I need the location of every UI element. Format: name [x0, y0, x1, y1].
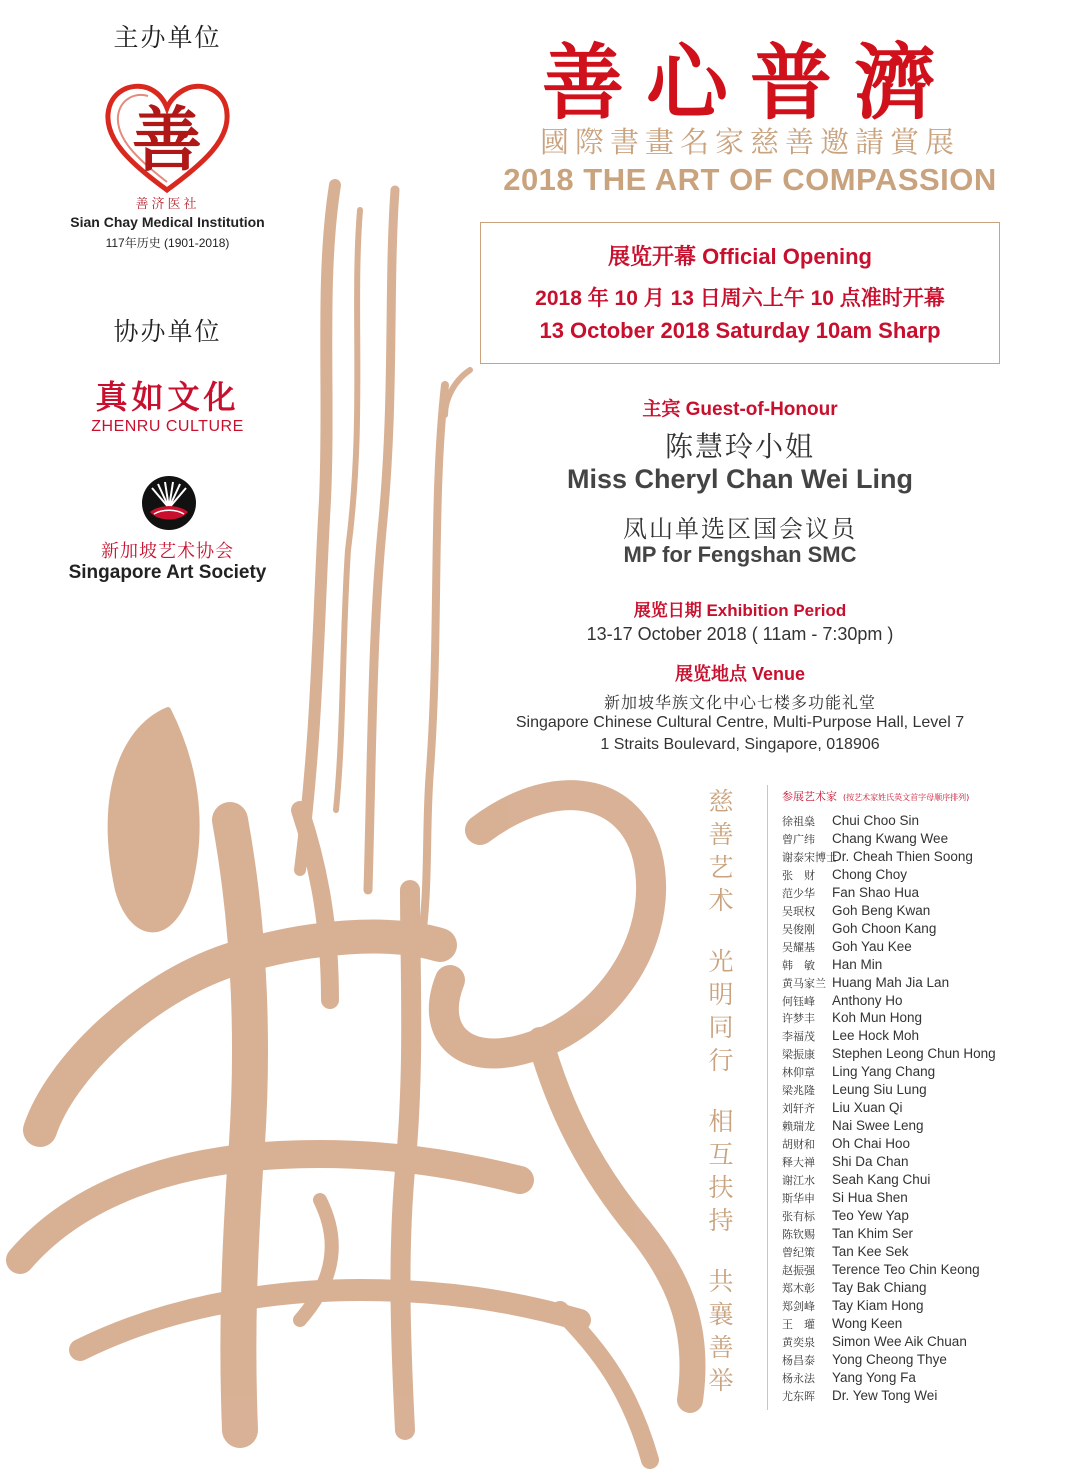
venue-label: 展览地点 Venue: [674, 664, 806, 684]
artist-row: [782, 1135, 1072, 1153]
artist-row: [782, 1225, 1072, 1243]
artist-row: [782, 974, 1072, 992]
venue-cn: 新加坡华族文化中心七楼多功能礼堂: [603, 693, 876, 712]
artist-name-en: Fan Shao Hua: [832, 884, 920, 900]
artist-row: [782, 1369, 1072, 1387]
artist-name-en: Chang Kwang Wee: [832, 830, 949, 846]
artist-name-en: Yang Yong Fa: [832, 1369, 916, 1385]
period-value: 13-17 October 2018 ( 11am - 7:30pm ): [586, 624, 894, 644]
artists-list: [782, 812, 1072, 1404]
artist-name-cn: 张 财: [782, 868, 815, 882]
artist-row: [782, 1387, 1072, 1405]
artist-name-cn: 韩 敏: [782, 958, 815, 972]
artist-name-cn: 杨昌泰: [782, 1353, 815, 1367]
zhenru-name-en: ZHENRU CULTURE: [91, 418, 244, 435]
artist-name-en: Shi Da Chan: [832, 1154, 909, 1170]
artist-name-en: Han Min: [832, 956, 883, 972]
artist-row: [782, 1117, 1072, 1135]
opening-title: 展览开幕 Official Opening: [607, 244, 872, 269]
slogan-column: [700, 785, 742, 1397]
artist-name-en: Seah Kang Chui: [832, 1172, 931, 1188]
artist-name-en: Nai Swee Leng: [832, 1118, 924, 1134]
coorganizer-label: 协办单位: [113, 317, 222, 346]
guest-title-cn: 凤山单选区国会议员: [623, 515, 857, 543]
artist-row: [782, 1261, 1072, 1279]
guest-name-cn: 陈慧玲小姐: [664, 430, 815, 463]
slogan-phrase: [700, 785, 742, 917]
slogan-char: 行: [708, 1046, 734, 1075]
subtitle-en: 2018 THE ART OF COMPASSION: [503, 162, 997, 197]
artist-name-cn: 斯华申: [782, 1192, 815, 1206]
slogan-char: 艺: [708, 853, 734, 882]
artist-name-cn: 梁振康: [782, 1048, 815, 1062]
slogan-char: 善: [708, 1333, 734, 1362]
artist-name-en: Liu Xuan Qi: [832, 1100, 903, 1116]
subtitle-cn: 國際書畫名家慈善邀請賞展: [539, 125, 960, 159]
artist-name-cn: 吴耀基: [782, 940, 815, 954]
slogan-gap: [700, 1077, 742, 1105]
artist-name-cn: 郑木彰: [782, 1281, 815, 1295]
artist-name-en: Oh Chai Hoo: [832, 1136, 911, 1152]
artist-row: [782, 1081, 1072, 1099]
artist-name-en: Huang Mah Jia Lan: [832, 974, 950, 990]
artist-name-en: Tay Kiam Hong: [832, 1297, 924, 1313]
artist-row: [782, 1297, 1072, 1315]
artist-row: [782, 1153, 1072, 1171]
artist-name-en: Koh Mun Hong: [832, 1010, 923, 1026]
slogan-char: 善: [708, 820, 734, 849]
artist-name-en: Dr. Cheah Thien Soong: [832, 848, 973, 864]
artist-row: [782, 992, 1072, 1010]
slogan-char: 持: [708, 1206, 734, 1235]
sian-chay-logo: [100, 78, 235, 198]
artist-name-en: Chong Choy: [832, 866, 908, 882]
artists-header: [782, 788, 969, 804]
artist-name-cn: 曾广纬: [782, 832, 815, 846]
artist-row: [782, 830, 1072, 848]
venue-address-line2: 1 Straits Boulevard, Singapore, 018906: [600, 736, 880, 753]
organizer-label: 主办单位: [113, 23, 222, 52]
artist-name-en: Yong Cheong Thye: [832, 1351, 947, 1367]
artist-name-cn: 谢泰宋博士: [782, 850, 837, 864]
opening-date-en: 13 October 2018 Saturday 10am Sharp: [539, 318, 941, 343]
artist-name-cn: 许梦丰: [782, 1012, 815, 1026]
artist-name-cn: 黄奕泉: [782, 1335, 815, 1349]
artist-name-en: Goh Yau Kee: [832, 938, 912, 954]
artist-name-en: Wong Keen: [832, 1315, 903, 1331]
organizer-name-cn: 善济医社: [135, 197, 200, 212]
artist-name-en: Goh Beng Kwan: [832, 902, 931, 918]
artists-header-title: 参展艺术家: [782, 790, 837, 803]
artist-name-en: Anthony Ho: [832, 992, 903, 1008]
artist-name-cn: 杨永法: [782, 1371, 815, 1385]
artist-row: [782, 1189, 1072, 1207]
artist-row: [782, 1063, 1072, 1081]
artist-row: [782, 938, 1072, 956]
slogan-char: 同: [708, 1013, 734, 1042]
artist-name-cn: 张有标: [782, 1209, 815, 1223]
artist-name-en: Lee Hock Moh: [832, 1028, 920, 1044]
artists-header-note: (按艺术家姓氏英文首字母顺序排列): [843, 793, 970, 802]
artist-name-en: Terence Teo Chin Keong: [832, 1261, 980, 1277]
artist-row: [782, 1009, 1072, 1027]
artist-name-cn: 黄马家兰: [782, 976, 826, 990]
art-society-name-cn: 新加坡艺术协会: [101, 541, 234, 562]
opening-date-cn: 2018 年 10 月 13 日周六上午 10 点准时开幕: [535, 287, 945, 310]
venue-address-line1: Singapore Chinese Cultural Centre, Multi-Purpose Hall, Level 7: [515, 714, 965, 731]
logo-character: 善: [132, 98, 202, 181]
slogan-char: 互: [708, 1140, 734, 1169]
artist-name-cn: 曾纪策: [782, 1245, 815, 1259]
slogan-char: 光: [708, 947, 734, 976]
artist-row: [782, 1207, 1072, 1225]
slogan-gap: [700, 917, 742, 945]
artist-name-en: Tan Kee Sek: [832, 1243, 909, 1259]
artist-name-en: Simon Wee Aik Chuan: [832, 1333, 967, 1349]
artist-name-en: Stephen Leong Chun Hong: [832, 1046, 996, 1062]
artist-row: [782, 956, 1072, 974]
artist-name-cn: 郑剑峰: [782, 1299, 815, 1313]
slogan-char: 襄: [708, 1300, 734, 1329]
artist-row: [782, 1027, 1072, 1045]
artist-row: [782, 1315, 1072, 1333]
slogan-char: 慈: [708, 787, 734, 816]
guest-title-en: MP for Fengshan SMC: [623, 542, 857, 567]
artist-divider: [767, 785, 768, 1410]
artist-row: [782, 1351, 1072, 1369]
artist-name-en: Goh Choon Kang: [832, 920, 937, 936]
organizer-history: 117年历史 (1901-2018): [105, 236, 230, 250]
artist-row: [782, 848, 1072, 866]
artist-name-cn: 吴俊刚: [782, 922, 815, 936]
art-society-name-en: Singapore Art Society: [68, 562, 267, 583]
artist-name-en: Teo Yew Yap: [832, 1207, 909, 1223]
organizer-name-en: Sian Chay Medical Institution: [70, 214, 265, 230]
artist-name-cn: 徐祖燊: [782, 815, 815, 828]
artist-row: [782, 1279, 1072, 1297]
artist-name-cn: 刘轩齐: [782, 1102, 815, 1116]
artist-name-cn: 林仰章: [782, 1066, 815, 1080]
artist-row: [782, 1243, 1072, 1261]
artist-name-cn: 陈钦赐: [782, 1227, 815, 1241]
artist-row: [782, 1045, 1072, 1063]
artist-name-en: Ling Yang Chang: [832, 1064, 936, 1080]
artist-name-cn: 吴珉权: [782, 904, 815, 918]
guest-label: 主宾 Guest-of-Honour: [642, 399, 838, 420]
period-label: 展览日期 Exhibition Period: [633, 601, 847, 620]
artist-name-cn: 胡财和: [782, 1138, 815, 1152]
slogan-char: 明: [708, 980, 734, 1009]
slogan-char: 举: [708, 1366, 734, 1395]
guest-name-en: Miss Cheryl Chan Wei Ling: [566, 464, 914, 494]
slogan-phrase: [700, 1105, 742, 1237]
artist-name-en: Leung Siu Lung: [832, 1082, 927, 1098]
artist-row: [782, 902, 1072, 920]
artist-row: [782, 1171, 1072, 1189]
artist-name-en: Tan Khim Ser: [832, 1225, 914, 1241]
slogan-char: 术: [708, 886, 734, 915]
artist-name-cn: 释大禅: [782, 1156, 815, 1170]
artist-name-cn: 谢江水: [782, 1174, 815, 1188]
artist-row: [782, 1333, 1072, 1351]
artist-name-en: Si Hua Shen: [832, 1190, 908, 1206]
artist-row: [782, 866, 1072, 884]
slogan-gap: [700, 1237, 742, 1265]
artist-name-cn: 范少华: [782, 886, 815, 900]
artist-name-cn: 赖瑞龙: [782, 1120, 815, 1134]
artist-name-cn: 尤东晖: [782, 1389, 815, 1403]
artist-row: [782, 920, 1072, 938]
slogan-char: 扶: [708, 1173, 734, 1202]
artist-row: [782, 812, 1072, 830]
main-title: 善心普濟: [541, 35, 958, 131]
artist-row: [782, 884, 1072, 902]
artist-row: [782, 1099, 1072, 1117]
art-society-logo: [140, 474, 198, 532]
artist-name-cn: 赵振强: [782, 1263, 815, 1277]
zhenru-name-cn: 真如文化: [95, 378, 240, 416]
artist-name-cn: 梁兆隆: [782, 1084, 815, 1098]
artist-name-cn: 王 瓘: [782, 1317, 815, 1331]
artist-name-en: Tay Bak Chiang: [832, 1279, 927, 1295]
slogan-phrase: [700, 1265, 742, 1397]
slogan-char: 共: [708, 1267, 734, 1296]
artist-name-cn: 李福茂: [782, 1030, 815, 1044]
artist-name-cn: 何钰峰: [782, 994, 815, 1008]
artist-name-en: Chui Choo Sin: [832, 813, 920, 828]
artist-name-en: Dr. Yew Tong Wei: [832, 1387, 938, 1403]
slogan-phrase: [700, 945, 742, 1077]
slogan-char: 相: [708, 1107, 734, 1136]
